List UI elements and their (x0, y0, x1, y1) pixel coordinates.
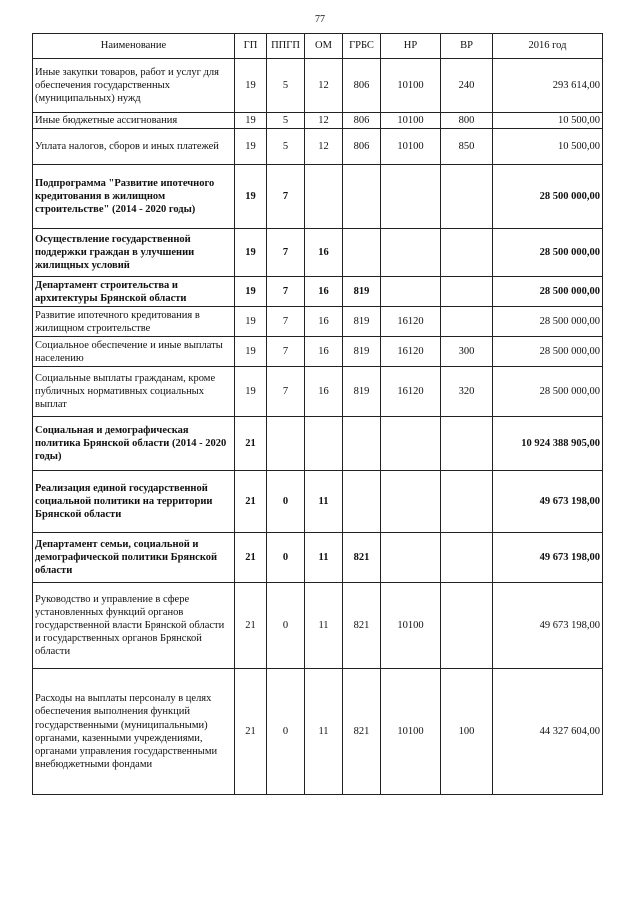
cell-np: 16120 (381, 367, 441, 417)
cell-vr: 800 (441, 113, 493, 129)
cell-grbs: 821 (343, 583, 381, 669)
cell-om: 12 (305, 113, 343, 129)
cell-grbs (343, 471, 381, 533)
cell-vr: 240 (441, 59, 493, 113)
cell-om: 12 (305, 129, 343, 165)
cell-amount: 28 500 000,00 (493, 277, 603, 307)
cell-amount: 28 500 000,00 (493, 165, 603, 229)
cell-name: Социальная и демографическая политика Брянской области (2014 - 2020 годы) (33, 417, 235, 471)
cell-name: Социальное обеспечение и иные выплаты населению (33, 337, 235, 367)
cell-grbs (343, 229, 381, 277)
cell-om: 11 (305, 583, 343, 669)
table-row (33, 307, 603, 337)
table-row (33, 277, 603, 307)
cell-amount: 28 500 000,00 (493, 229, 603, 277)
cell-grbs: 819 (343, 307, 381, 337)
cell-name: Осуществление государственной поддержки граждан в улучшении жилищных условий (33, 229, 235, 277)
cell-np: 16120 (381, 337, 441, 367)
cell-np (381, 277, 441, 307)
cell-ppgp: 7 (267, 229, 305, 277)
cell-amount: 10 924 388 905,00 (493, 417, 603, 471)
cell-grbs (343, 417, 381, 471)
cell-grbs: 819 (343, 277, 381, 307)
cell-gp: 19 (235, 277, 267, 307)
table-row (33, 59, 603, 113)
cell-np: 16120 (381, 307, 441, 337)
cell-ppgp: 7 (267, 165, 305, 229)
cell-om: 16 (305, 277, 343, 307)
cell-amount: 49 673 198,00 (493, 471, 603, 533)
cell-amount: 10 500,00 (493, 113, 603, 129)
header-vr: ВР (441, 34, 493, 59)
cell-np: 10100 (381, 583, 441, 669)
cell-vr (441, 229, 493, 277)
table-row (33, 669, 603, 795)
cell-vr (441, 533, 493, 583)
cell-ppgp: 0 (267, 471, 305, 533)
cell-np (381, 471, 441, 533)
table-row (33, 337, 603, 367)
cell-gp: 19 (235, 59, 267, 113)
table-row (33, 165, 603, 229)
cell-np (381, 417, 441, 471)
cell-gp: 21 (235, 417, 267, 471)
cell-amount: 49 673 198,00 (493, 583, 603, 669)
cell-ppgp: 7 (267, 337, 305, 367)
cell-gp: 19 (235, 367, 267, 417)
cell-ppgp: 7 (267, 307, 305, 337)
cell-grbs: 806 (343, 129, 381, 165)
cell-ppgp: 5 (267, 129, 305, 165)
cell-np (381, 533, 441, 583)
header-name: Наименование (33, 34, 235, 59)
cell-grbs: 819 (343, 367, 381, 417)
cell-name: Подпрограмма "Развитие ипотечного кредитования в жилищном строительстве" (2014 - 2020 годы) (33, 165, 235, 229)
cell-ppgp (267, 417, 305, 471)
cell-np (381, 165, 441, 229)
cell-vr: 850 (441, 129, 493, 165)
cell-name: Расходы на выплаты персоналу в целях обеспечения выполнения функций государственными (муниципальными) органами, казенными учреждениями, органами управления государственными внебюджетными фондами (33, 669, 235, 795)
cell-ppgp: 5 (267, 113, 305, 129)
header-grbs: ГРБС (343, 34, 381, 59)
cell-vr (441, 307, 493, 337)
cell-gp: 19 (235, 307, 267, 337)
cell-name: Иные бюджетные ассигнования (33, 113, 235, 129)
table-row (33, 229, 603, 277)
table-row (33, 583, 603, 669)
cell-gp: 19 (235, 337, 267, 367)
cell-np: 10100 (381, 669, 441, 795)
table-header-row (33, 34, 603, 59)
cell-om (305, 417, 343, 471)
cell-om: 16 (305, 229, 343, 277)
cell-gp: 19 (235, 113, 267, 129)
budget-table (32, 33, 603, 795)
cell-om: 12 (305, 59, 343, 113)
cell-gp: 19 (235, 129, 267, 165)
cell-grbs (343, 165, 381, 229)
cell-vr (441, 165, 493, 229)
table-row (33, 471, 603, 533)
cell-name: Развитие ипотечного кредитования в жилищном строительстве (33, 307, 235, 337)
cell-grbs: 821 (343, 669, 381, 795)
cell-ppgp: 7 (267, 367, 305, 417)
cell-gp: 21 (235, 669, 267, 795)
cell-vr (441, 471, 493, 533)
cell-grbs: 806 (343, 113, 381, 129)
cell-om: 11 (305, 533, 343, 583)
cell-amount: 28 500 000,00 (493, 307, 603, 337)
cell-gp: 19 (235, 229, 267, 277)
cell-amount: 28 500 000,00 (493, 367, 603, 417)
cell-name: Реализация единой государственной социальной политики на территории Брянской области (33, 471, 235, 533)
cell-name: Департамент строительства и архитектуры Брянской области (33, 277, 235, 307)
cell-ppgp: 7 (267, 277, 305, 307)
cell-grbs: 819 (343, 337, 381, 367)
cell-np: 10100 (381, 129, 441, 165)
cell-amount: 10 500,00 (493, 129, 603, 165)
cell-grbs: 821 (343, 533, 381, 583)
cell-amount: 293 614,00 (493, 59, 603, 113)
cell-om: 16 (305, 337, 343, 367)
header-ppgp: ППГП (267, 34, 305, 59)
cell-om: 16 (305, 307, 343, 337)
cell-amount: 49 673 198,00 (493, 533, 603, 583)
cell-amount: 44 327 604,00 (493, 669, 603, 795)
cell-om: 11 (305, 669, 343, 795)
cell-vr (441, 277, 493, 307)
cell-gp: 21 (235, 533, 267, 583)
cell-name: Департамент семьи, социальной и демографической политики Брянской области (33, 533, 235, 583)
cell-np: 10100 (381, 113, 441, 129)
cell-name: Иные закупки товаров, работ и услуг для обеспечения государственных (муниципальных) нужд (33, 59, 235, 113)
table-row (33, 367, 603, 417)
cell-np: 10100 (381, 59, 441, 113)
cell-vr: 320 (441, 367, 493, 417)
cell-vr: 300 (441, 337, 493, 367)
table-row (33, 533, 603, 583)
cell-vr (441, 583, 493, 669)
cell-om: 16 (305, 367, 343, 417)
cell-grbs: 806 (343, 59, 381, 113)
header-gp: ГП (235, 34, 267, 59)
header-om: ОМ (305, 34, 343, 59)
cell-amount: 28 500 000,00 (493, 337, 603, 367)
table-row (33, 417, 603, 471)
page-number: 77 (315, 14, 325, 25)
cell-ppgp: 0 (267, 669, 305, 795)
cell-ppgp: 0 (267, 583, 305, 669)
cell-name: Уплата налогов, сборов и иных платежей (33, 129, 235, 165)
cell-gp: 21 (235, 471, 267, 533)
cell-gp: 21 (235, 583, 267, 669)
cell-vr: 100 (441, 669, 493, 795)
cell-np (381, 229, 441, 277)
header-year: 2016 год (493, 34, 603, 59)
cell-ppgp: 0 (267, 533, 305, 583)
cell-om (305, 165, 343, 229)
cell-name: Социальные выплаты гражданам, кроме публичных нормативных социальных выплат (33, 367, 235, 417)
table-row (33, 129, 603, 165)
cell-gp: 19 (235, 165, 267, 229)
cell-ppgp: 5 (267, 59, 305, 113)
cell-om: 11 (305, 471, 343, 533)
table-row (33, 113, 603, 129)
header-np: НР (381, 34, 441, 59)
cell-name: Руководство и управление в сфере установленных функций органов государственной власти Брянской области и государственных органов Брянской области (33, 583, 235, 669)
cell-vr (441, 417, 493, 471)
